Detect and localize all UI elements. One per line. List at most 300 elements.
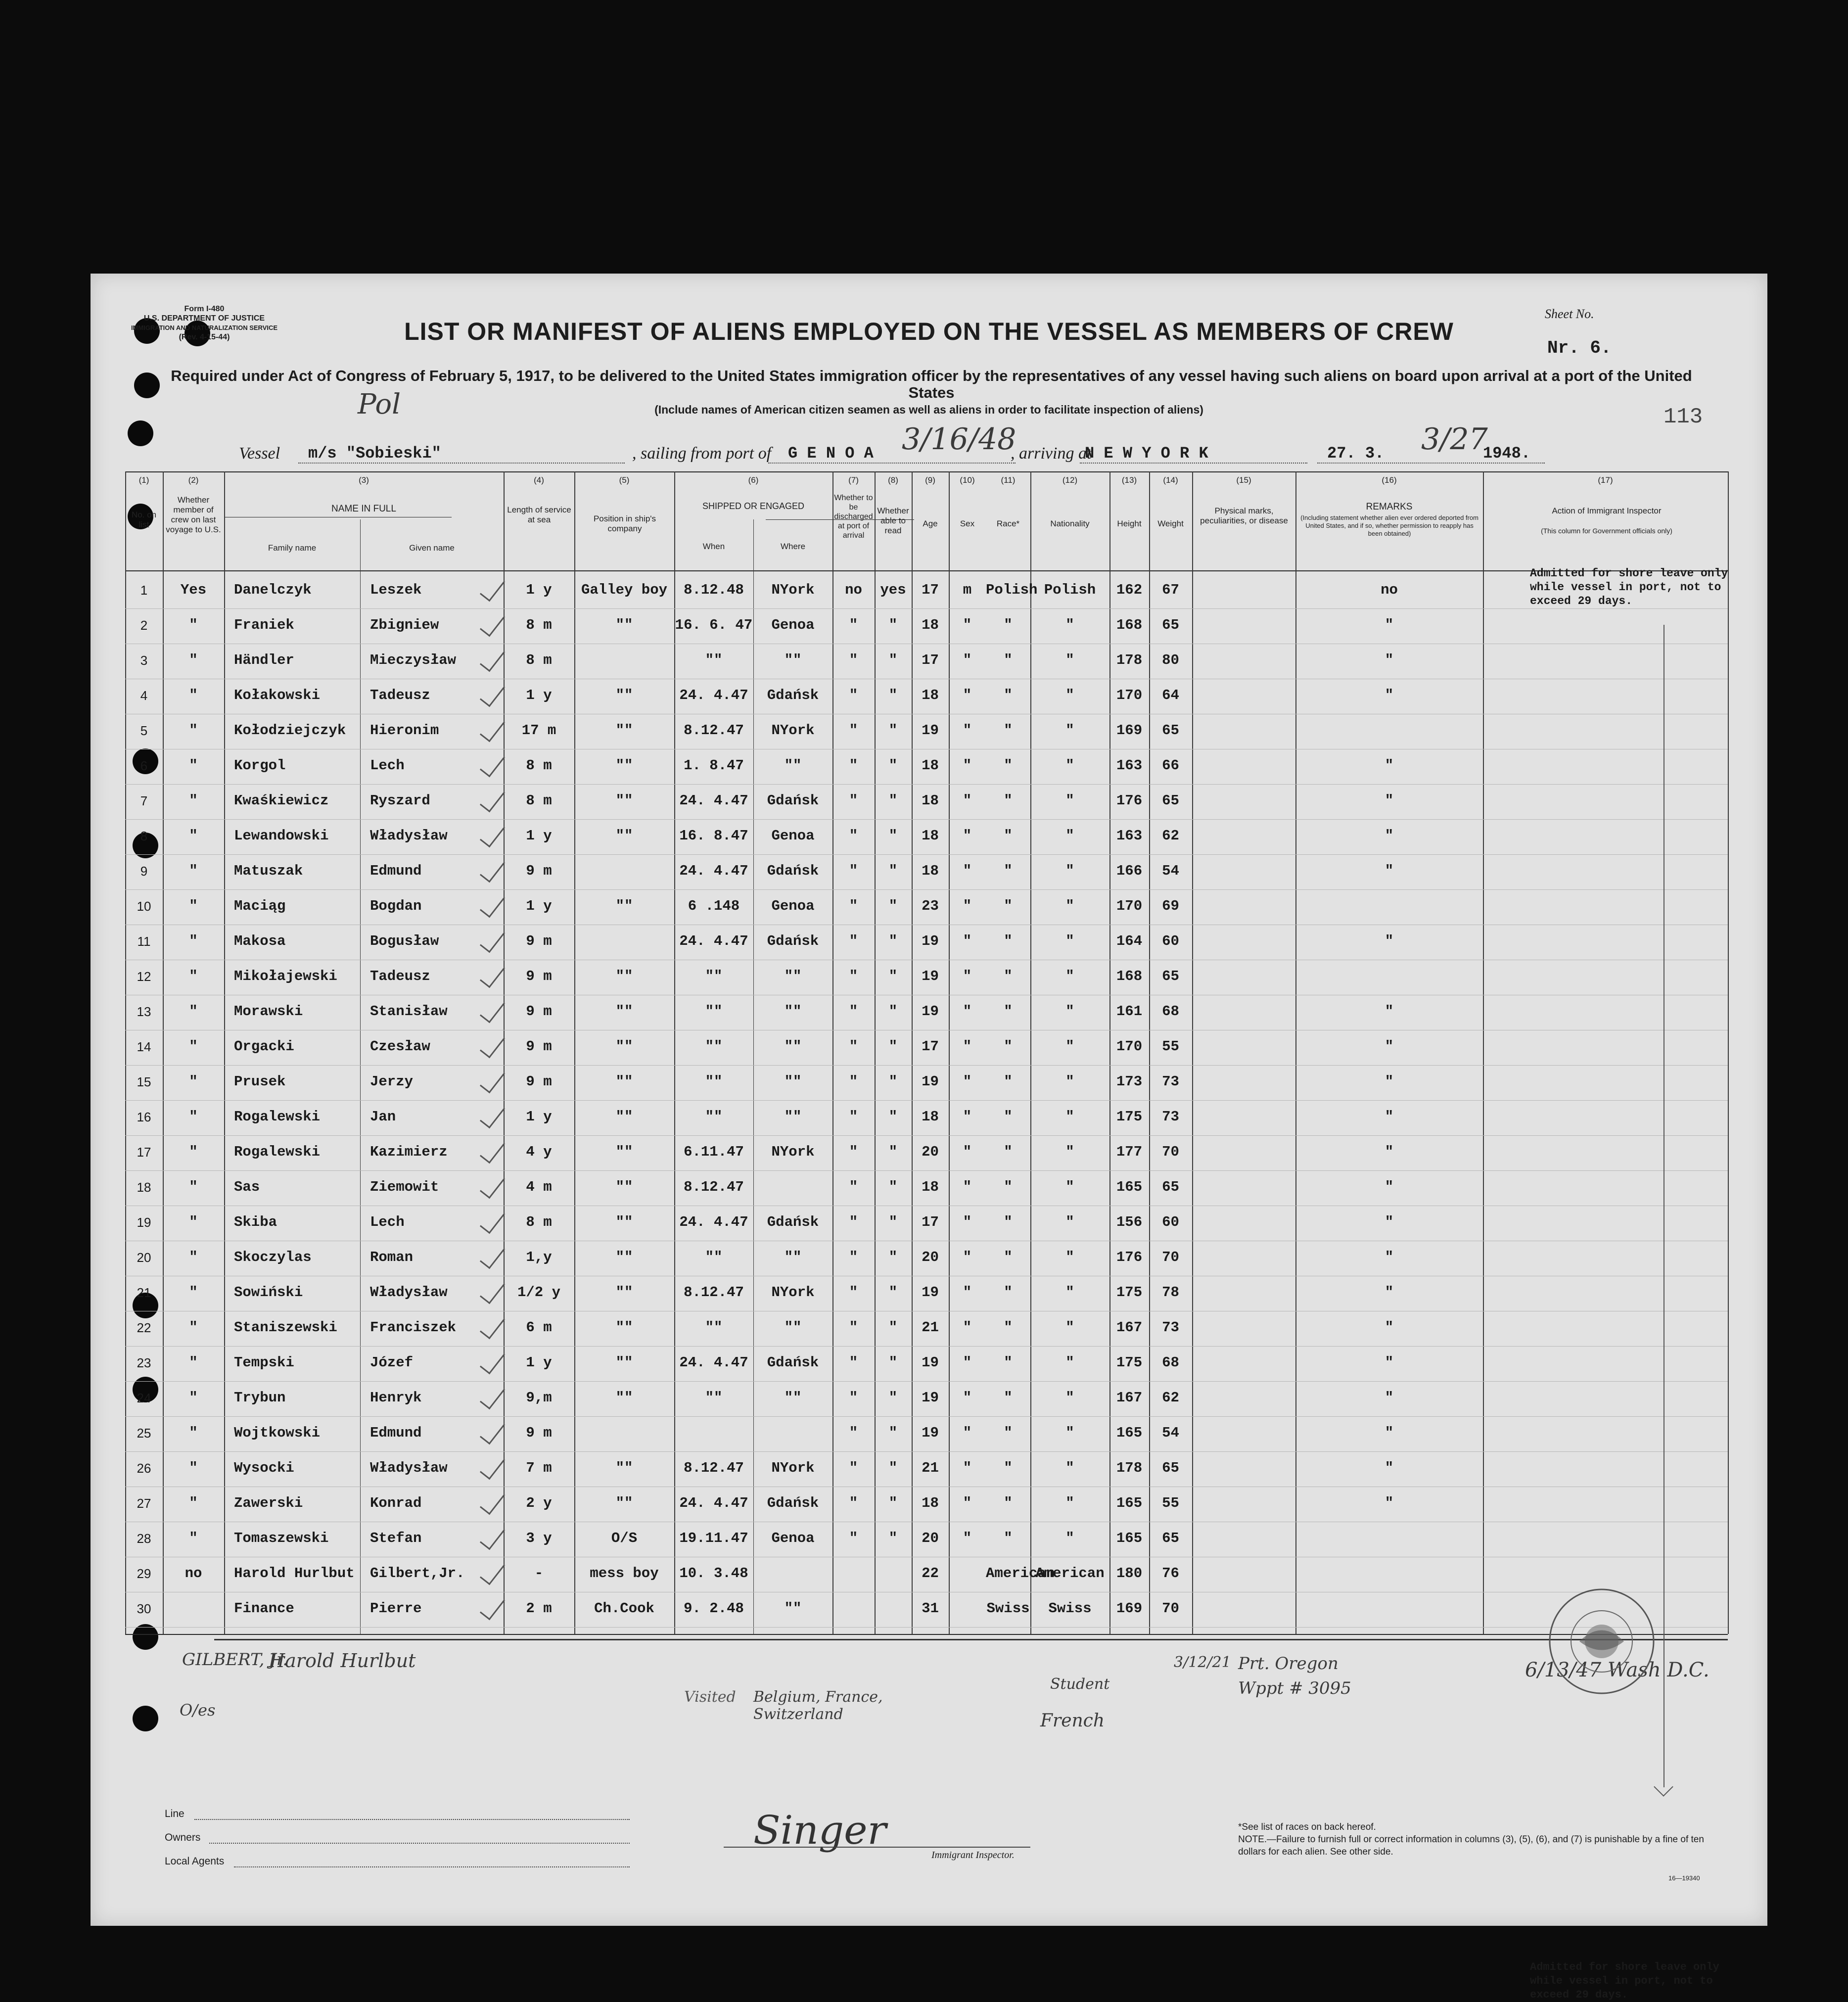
row-service: 2 y bbox=[526, 1495, 552, 1511]
row-nationality: " bbox=[1065, 617, 1074, 633]
row-given-name: Jan bbox=[370, 1109, 396, 1125]
row-race: " bbox=[1004, 828, 1013, 844]
row-age: 19 bbox=[922, 1390, 939, 1406]
row-where: "" bbox=[784, 1249, 802, 1265]
row-nationality: " bbox=[1065, 652, 1074, 668]
row-service: 4 y bbox=[526, 1144, 552, 1160]
row-family-name: Rogalewski bbox=[234, 1144, 321, 1160]
row-service: 9 m bbox=[526, 1003, 552, 1020]
col-num: (7) bbox=[848, 475, 859, 485]
row-race: " bbox=[1004, 687, 1013, 703]
row-height: 164 bbox=[1116, 933, 1143, 949]
row-sex: " bbox=[963, 1179, 972, 1195]
row-family-name: Korgol bbox=[234, 757, 286, 774]
row-discharged: " bbox=[849, 1495, 858, 1511]
row-discharged: " bbox=[849, 1249, 858, 1265]
row-where: "" bbox=[784, 1038, 802, 1055]
row-race: " bbox=[1004, 898, 1013, 914]
header-member: Whether member of crew on last voyage to U.S. bbox=[166, 495, 221, 534]
table-row bbox=[91, 817, 1767, 855]
row-service: 1,y bbox=[526, 1249, 552, 1265]
row-where: Genoa bbox=[771, 617, 815, 633]
row-height: 178 bbox=[1116, 1460, 1143, 1476]
table-top-rule bbox=[125, 471, 1728, 472]
row-sex: " bbox=[963, 1460, 972, 1476]
row-member: " bbox=[189, 1425, 198, 1441]
row-nationality: " bbox=[1065, 1109, 1074, 1125]
row-discharged: " bbox=[849, 828, 858, 844]
row-member: no bbox=[185, 1565, 202, 1582]
row-family-name: Wojtkowski bbox=[234, 1425, 321, 1441]
row-discharged: " bbox=[849, 617, 858, 633]
row-sex: " bbox=[963, 722, 972, 739]
row-race: " bbox=[1004, 1460, 1013, 1476]
row-height: 175 bbox=[1116, 1284, 1143, 1301]
row-service: 8 m bbox=[526, 757, 552, 774]
sailing-label: , sailing from port of bbox=[632, 444, 772, 463]
row-divider bbox=[125, 1627, 1728, 1628]
row-nationality: " bbox=[1065, 1179, 1074, 1195]
row-height: 161 bbox=[1116, 1003, 1143, 1020]
row-service: 1/2 y bbox=[517, 1284, 560, 1301]
punch-hole bbox=[133, 1624, 158, 1650]
row-nationality: " bbox=[1065, 1284, 1074, 1301]
arrow-line bbox=[1663, 625, 1664, 1787]
row-given-name: Roman bbox=[370, 1249, 414, 1265]
col-num: (10) bbox=[960, 475, 975, 485]
row-number: 1 bbox=[140, 583, 148, 598]
row-when: "" bbox=[705, 1109, 723, 1125]
punch-hole bbox=[133, 1706, 158, 1731]
row-discharged: " bbox=[849, 1073, 858, 1090]
row-service: 2 m bbox=[526, 1600, 552, 1617]
row-family-name: Zawerski bbox=[234, 1495, 303, 1511]
table-row bbox=[91, 958, 1767, 995]
row-race: " bbox=[1004, 722, 1013, 739]
row-race: " bbox=[1004, 1284, 1013, 1301]
row-sex: " bbox=[963, 828, 972, 844]
row-read: " bbox=[888, 1284, 898, 1301]
row-height: 175 bbox=[1116, 1354, 1143, 1371]
row-service: 9 m bbox=[526, 1073, 552, 1090]
row-race: " bbox=[1004, 1425, 1013, 1441]
footnote-races: *See list of races on back hereof. bbox=[1238, 1822, 1376, 1832]
header-physical: Physical marks, peculiarities, or disease bbox=[1200, 506, 1288, 525]
row-height: 176 bbox=[1116, 1249, 1143, 1265]
row-sex: " bbox=[963, 792, 972, 809]
header-nationality: Nationality bbox=[1050, 519, 1090, 528]
col-num: (4) bbox=[534, 475, 544, 485]
header-where: Where bbox=[780, 542, 806, 551]
col-num: (17) bbox=[1598, 475, 1613, 485]
row-family-name: Mikołajewski bbox=[234, 968, 337, 984]
manifest-sheet bbox=[91, 274, 1767, 2001]
row-age: 19 bbox=[922, 933, 939, 949]
vessel-name: m/s "Sobieski" bbox=[308, 444, 441, 463]
arriving-label: , arriving at bbox=[1011, 444, 1092, 463]
header-remarks: REMARKS bbox=[1366, 502, 1413, 512]
row-race: " bbox=[1004, 1214, 1013, 1230]
row-nationality: " bbox=[1065, 1460, 1074, 1476]
row-nationality: " bbox=[1065, 1354, 1074, 1371]
row-age: 19 bbox=[922, 1425, 939, 1441]
row-family-name: Trybun bbox=[234, 1390, 286, 1406]
row-when: 9. 2.48 bbox=[684, 1600, 744, 1617]
row-where: NYork bbox=[771, 722, 815, 739]
row-where: Genoa bbox=[771, 898, 815, 914]
row-age: 19 bbox=[922, 1284, 939, 1301]
row-height: 177 bbox=[1116, 1144, 1143, 1160]
row-discharged: " bbox=[849, 933, 858, 949]
row-remarks: " bbox=[1385, 1460, 1394, 1476]
row-read: " bbox=[888, 1073, 898, 1090]
row-member: " bbox=[189, 968, 198, 984]
row-sex: " bbox=[963, 1390, 972, 1406]
row-when: 24. 4.47 bbox=[679, 863, 748, 879]
row-age: 18 bbox=[922, 792, 939, 809]
shore-leave-remark-2: Admitted for shore leave only while vessel in port, not to exceed 29 days. bbox=[1530, 1961, 1719, 2001]
row-age: 17 bbox=[922, 1038, 939, 1055]
row-where: Gdańsk bbox=[767, 1495, 819, 1511]
row-remarks: " bbox=[1385, 1354, 1394, 1371]
row-remarks: " bbox=[1385, 1109, 1394, 1125]
row-member: " bbox=[189, 1390, 198, 1406]
row-position: "" bbox=[615, 1284, 633, 1301]
row-number: 17 bbox=[137, 1145, 151, 1160]
row-member: " bbox=[189, 1214, 198, 1230]
shore-leave-remark-1: Admitted for shore leave only while vessel in port, not to exceed 29 days. bbox=[1530, 567, 1728, 607]
row-sex: " bbox=[963, 1214, 972, 1230]
row-discharged: " bbox=[849, 1003, 858, 1020]
row-given-name: Władysław bbox=[370, 1284, 448, 1301]
row-position: "" bbox=[615, 1319, 633, 1336]
row-age: 18 bbox=[922, 757, 939, 774]
row-race: " bbox=[1004, 757, 1013, 774]
row-when: 1. 8.47 bbox=[684, 757, 744, 774]
row-height: 168 bbox=[1116, 617, 1143, 633]
row-given-name: Tadeusz bbox=[370, 687, 430, 703]
arrival-note: 3/27 bbox=[1421, 422, 1488, 457]
row-family-name: Prusek bbox=[234, 1073, 286, 1090]
strike-line bbox=[214, 1639, 1728, 1640]
row-number: 23 bbox=[137, 1355, 151, 1370]
header-action-note: (This column for Government officials only) bbox=[1541, 527, 1672, 535]
row-age: 20 bbox=[922, 1530, 939, 1546]
row-member: " bbox=[189, 1073, 198, 1090]
row-where: "" bbox=[784, 652, 802, 668]
row-read: " bbox=[888, 1390, 898, 1406]
table-row bbox=[91, 1590, 1767, 1628]
row-sex: " bbox=[963, 757, 972, 774]
row-family-name: Orgacki bbox=[234, 1038, 294, 1055]
row-when: "" bbox=[705, 1003, 723, 1020]
row-family-name: Händler bbox=[234, 652, 294, 668]
row-age: 19 bbox=[922, 1003, 939, 1020]
row-weight: 55 bbox=[1162, 1038, 1179, 1055]
row-discharged: " bbox=[849, 757, 858, 774]
table-row bbox=[91, 642, 1767, 679]
row-when: 8.12.47 bbox=[684, 722, 744, 739]
row-height: 173 bbox=[1116, 1073, 1143, 1090]
row-discharged: " bbox=[849, 1038, 858, 1055]
row-position: "" bbox=[615, 1003, 633, 1020]
row-race: " bbox=[1004, 1003, 1013, 1020]
row-service: 9 m bbox=[526, 1425, 552, 1441]
row-given-name: Mieczysław bbox=[370, 652, 457, 668]
row-sex: " bbox=[963, 1003, 972, 1020]
row-member: " bbox=[189, 757, 198, 774]
row-family-name: Danelczyk bbox=[234, 582, 312, 598]
header-no-on-list: No. on list bbox=[131, 510, 157, 529]
row-position: "" bbox=[615, 968, 633, 984]
row-discharged: " bbox=[849, 1390, 858, 1406]
row-sex: " bbox=[963, 617, 972, 633]
row-discharged: " bbox=[849, 1179, 858, 1195]
row-member: " bbox=[189, 1354, 198, 1371]
row-height: 165 bbox=[1116, 1530, 1143, 1546]
row-family-name: Tempski bbox=[234, 1354, 294, 1371]
row-weight: 66 bbox=[1162, 757, 1179, 774]
row-service: 1 y bbox=[526, 1354, 552, 1371]
row-when: "" bbox=[705, 1249, 723, 1265]
col-num: (8) bbox=[888, 475, 898, 485]
row-nationality: " bbox=[1065, 863, 1074, 879]
row-remarks: " bbox=[1385, 652, 1394, 668]
row-given-name: Hieronim bbox=[370, 722, 439, 739]
row-number: 4 bbox=[140, 688, 148, 703]
row-family-name: Skiba bbox=[234, 1214, 277, 1230]
row-age: 20 bbox=[922, 1144, 939, 1160]
row-family-name: Sowiński bbox=[234, 1284, 303, 1301]
row-number: 7 bbox=[140, 793, 148, 808]
header-race: Race* bbox=[996, 519, 1020, 528]
stamp-number: 113 bbox=[1663, 405, 1703, 429]
service: IMMIGRATION AND NATURALIZATION SERVICE bbox=[131, 324, 278, 331]
row-race: " bbox=[1004, 1179, 1013, 1195]
row-read: " bbox=[888, 1425, 898, 1441]
row-when: 19.11.47 bbox=[679, 1530, 748, 1546]
table-row bbox=[91, 852, 1767, 890]
page-title: LIST OR MANIFEST OF ALIENS EMPLOYED ON THE VESSEL AS MEMBERS OF CREW bbox=[404, 318, 1454, 345]
row-nationality: " bbox=[1065, 1144, 1074, 1160]
row-read: " bbox=[888, 1354, 898, 1371]
row-read: " bbox=[888, 898, 898, 914]
row-discharged: " bbox=[849, 898, 858, 914]
row-service: 3 y bbox=[526, 1530, 552, 1546]
row-discharged: " bbox=[849, 1214, 858, 1230]
row-sex: " bbox=[963, 898, 972, 914]
row-sex: " bbox=[963, 652, 972, 668]
row-family-name: Kwaśkiewicz bbox=[234, 792, 329, 809]
row-position: "" bbox=[615, 757, 633, 774]
header-weight: Weight bbox=[1157, 519, 1184, 528]
underline bbox=[298, 463, 625, 464]
row-race: " bbox=[1004, 617, 1013, 633]
hand-given-29: Harold Hurlbut bbox=[269, 1650, 416, 1672]
row-read: " bbox=[888, 687, 898, 703]
row-position: "" bbox=[615, 898, 633, 914]
col-num: (6) bbox=[748, 475, 759, 485]
row-where: Gdańsk bbox=[767, 863, 819, 879]
row-nationality: " bbox=[1065, 1495, 1074, 1511]
row-number: 21 bbox=[137, 1285, 151, 1300]
hand-doc-29: Wppt # 3095 bbox=[1238, 1678, 1351, 1698]
row-remarks: " bbox=[1385, 1249, 1394, 1265]
row-nationality: " bbox=[1065, 757, 1074, 774]
row-member: " bbox=[189, 933, 198, 949]
row-race: Polish bbox=[986, 582, 1038, 598]
underline bbox=[1317, 463, 1545, 464]
row-read: " bbox=[888, 652, 898, 668]
subtitle: Required under Act of Congress of February 5, 1917, to be delivered to the United States immigration officer by the representatives of any vessel having such aliens on board upon arrival at a port of the United States bbox=[171, 367, 1692, 401]
department: U.S. DEPARTMENT OF JUSTICE bbox=[143, 314, 265, 323]
row-given-name: Tadeusz bbox=[370, 968, 430, 984]
row-read: " bbox=[888, 1038, 898, 1055]
row-height: 169 bbox=[1116, 722, 1143, 739]
row-weight: 68 bbox=[1162, 1354, 1179, 1371]
row-weight: 73 bbox=[1162, 1073, 1179, 1090]
row-race: " bbox=[1004, 968, 1013, 984]
row-nationality: American bbox=[1035, 1565, 1105, 1582]
header-shipped: SHIPPED OR ENGAGED bbox=[702, 501, 805, 511]
row-position: "" bbox=[615, 722, 633, 739]
row-age: 18 bbox=[922, 828, 939, 844]
row-age: 18 bbox=[922, 1495, 939, 1511]
row-position: Galley boy bbox=[581, 582, 668, 598]
row-height: 167 bbox=[1116, 1319, 1143, 1336]
row-discharged: " bbox=[849, 722, 858, 739]
row-position: "" bbox=[615, 1144, 633, 1160]
row-given-name: Stanisław bbox=[370, 1003, 448, 1020]
footnote-note: NOTE.—Failure to furnish full or correct information in columns (3), (5), (6), and (7) is punishable by a fine of ten dollars for each alien. See other side. bbox=[1238, 1834, 1704, 1857]
row-position: "" bbox=[615, 617, 633, 633]
row-sex: " bbox=[963, 1109, 972, 1125]
row-remarks: " bbox=[1385, 1003, 1394, 1020]
table-row bbox=[91, 1028, 1767, 1066]
row-number: 6 bbox=[140, 758, 148, 773]
row-age: 20 bbox=[922, 1249, 939, 1265]
row-read: " bbox=[888, 757, 898, 774]
row-race: " bbox=[1004, 863, 1013, 879]
consulate-seal bbox=[1545, 1584, 1659, 1698]
row-weight: 65 bbox=[1162, 1530, 1179, 1546]
row-remarks: " bbox=[1385, 828, 1394, 844]
row-read: " bbox=[888, 792, 898, 809]
row-given-name: Konrad bbox=[370, 1495, 422, 1511]
header-family-name: Family name bbox=[268, 543, 317, 553]
row-service: 6 m bbox=[526, 1319, 552, 1336]
row-member: Yes bbox=[180, 582, 207, 598]
row-where: Gdańsk bbox=[767, 792, 819, 809]
row-race: " bbox=[1004, 1073, 1013, 1090]
row-when: 24. 4.47 bbox=[679, 1354, 748, 1371]
row-where: "" bbox=[784, 968, 802, 984]
vessel-note: Pol bbox=[358, 388, 401, 420]
row-discharged: " bbox=[849, 1425, 858, 1441]
row-read: " bbox=[888, 968, 898, 984]
row-weight: 76 bbox=[1162, 1565, 1179, 1582]
table-row bbox=[91, 1204, 1767, 1241]
row-number: 29 bbox=[137, 1566, 151, 1581]
row-given-name: Bogdan bbox=[370, 898, 422, 914]
sheet-no-label: Sheet No. bbox=[1545, 307, 1594, 321]
inspector-label: Immigrant Inspector. bbox=[931, 1850, 1015, 1861]
row-sex: " bbox=[963, 1319, 972, 1336]
row-service: 1 y bbox=[526, 828, 552, 844]
row-discharged: " bbox=[849, 1460, 858, 1476]
row-nationality: " bbox=[1065, 968, 1074, 984]
row-remarks: " bbox=[1385, 1319, 1394, 1336]
row-sex: " bbox=[963, 1530, 972, 1546]
row-where: Gdańsk bbox=[767, 933, 819, 949]
row-service: 8 m bbox=[526, 617, 552, 633]
row-weight: 65 bbox=[1162, 722, 1179, 739]
row-discharged: " bbox=[849, 1530, 858, 1546]
col-num: (14) bbox=[1163, 475, 1178, 485]
row-age: 19 bbox=[922, 968, 939, 984]
row-when: 8.12.48 bbox=[684, 582, 744, 598]
revision: (Rev. 4-15-44) bbox=[179, 333, 230, 341]
row-given-name: Ryszard bbox=[370, 792, 430, 809]
row-read: " bbox=[888, 1214, 898, 1230]
row-given-name: Ziemowit bbox=[370, 1179, 439, 1195]
subnote: (Include names of American citizen seamen as well as aliens in order to facilitate inspection of aliens) bbox=[654, 403, 1203, 416]
row-discharged: " bbox=[849, 1284, 858, 1301]
row-discharged: " bbox=[849, 687, 858, 703]
row-height: 176 bbox=[1116, 792, 1143, 809]
header-action: Action of Immigrant Inspector bbox=[1552, 506, 1662, 515]
row-remarks: " bbox=[1385, 1073, 1394, 1090]
row-age: 17 bbox=[922, 582, 939, 598]
row-member: " bbox=[189, 1319, 198, 1336]
row-remarks: " bbox=[1385, 687, 1394, 703]
arrival-date: 27. 3. bbox=[1327, 444, 1385, 463]
row-where: "" bbox=[784, 1109, 802, 1125]
row-where: Gdańsk bbox=[767, 687, 819, 703]
sheet-number: Nr. 6. bbox=[1547, 338, 1612, 358]
row-where: "" bbox=[784, 1600, 802, 1617]
row-remarks: " bbox=[1385, 1179, 1394, 1195]
row-race: " bbox=[1004, 1354, 1013, 1371]
row-given-name: Leszek bbox=[370, 582, 422, 598]
table-row bbox=[91, 712, 1767, 749]
row-position: "" bbox=[615, 1354, 633, 1371]
row-remarks: " bbox=[1385, 1425, 1394, 1441]
row-height: 156 bbox=[1116, 1214, 1143, 1230]
row-height: 165 bbox=[1116, 1495, 1143, 1511]
row-height: 180 bbox=[1116, 1565, 1143, 1582]
row-number: 27 bbox=[137, 1496, 151, 1511]
row-given-name: Józef bbox=[370, 1354, 414, 1371]
row-discharged: " bbox=[849, 1144, 858, 1160]
hand-visited: Visited bbox=[684, 1688, 736, 1706]
table-row bbox=[91, 1449, 1767, 1487]
inspector-signature: Singer bbox=[753, 1807, 886, 1853]
row-position: "" bbox=[615, 1460, 633, 1476]
row-age: 17 bbox=[922, 1214, 939, 1230]
row-race: " bbox=[1004, 1038, 1013, 1055]
row-race: Swiss bbox=[986, 1600, 1030, 1617]
row-member: " bbox=[189, 1460, 198, 1476]
row-when: 16. 8.47 bbox=[679, 828, 748, 844]
row-race: " bbox=[1004, 1109, 1013, 1125]
row-number: 10 bbox=[137, 899, 151, 914]
row-where: Gdańsk bbox=[767, 1214, 819, 1230]
underline bbox=[234, 1866, 630, 1867]
table-row bbox=[91, 993, 1767, 1030]
row-number: 8 bbox=[140, 829, 148, 843]
row-race: " bbox=[1004, 1249, 1013, 1265]
